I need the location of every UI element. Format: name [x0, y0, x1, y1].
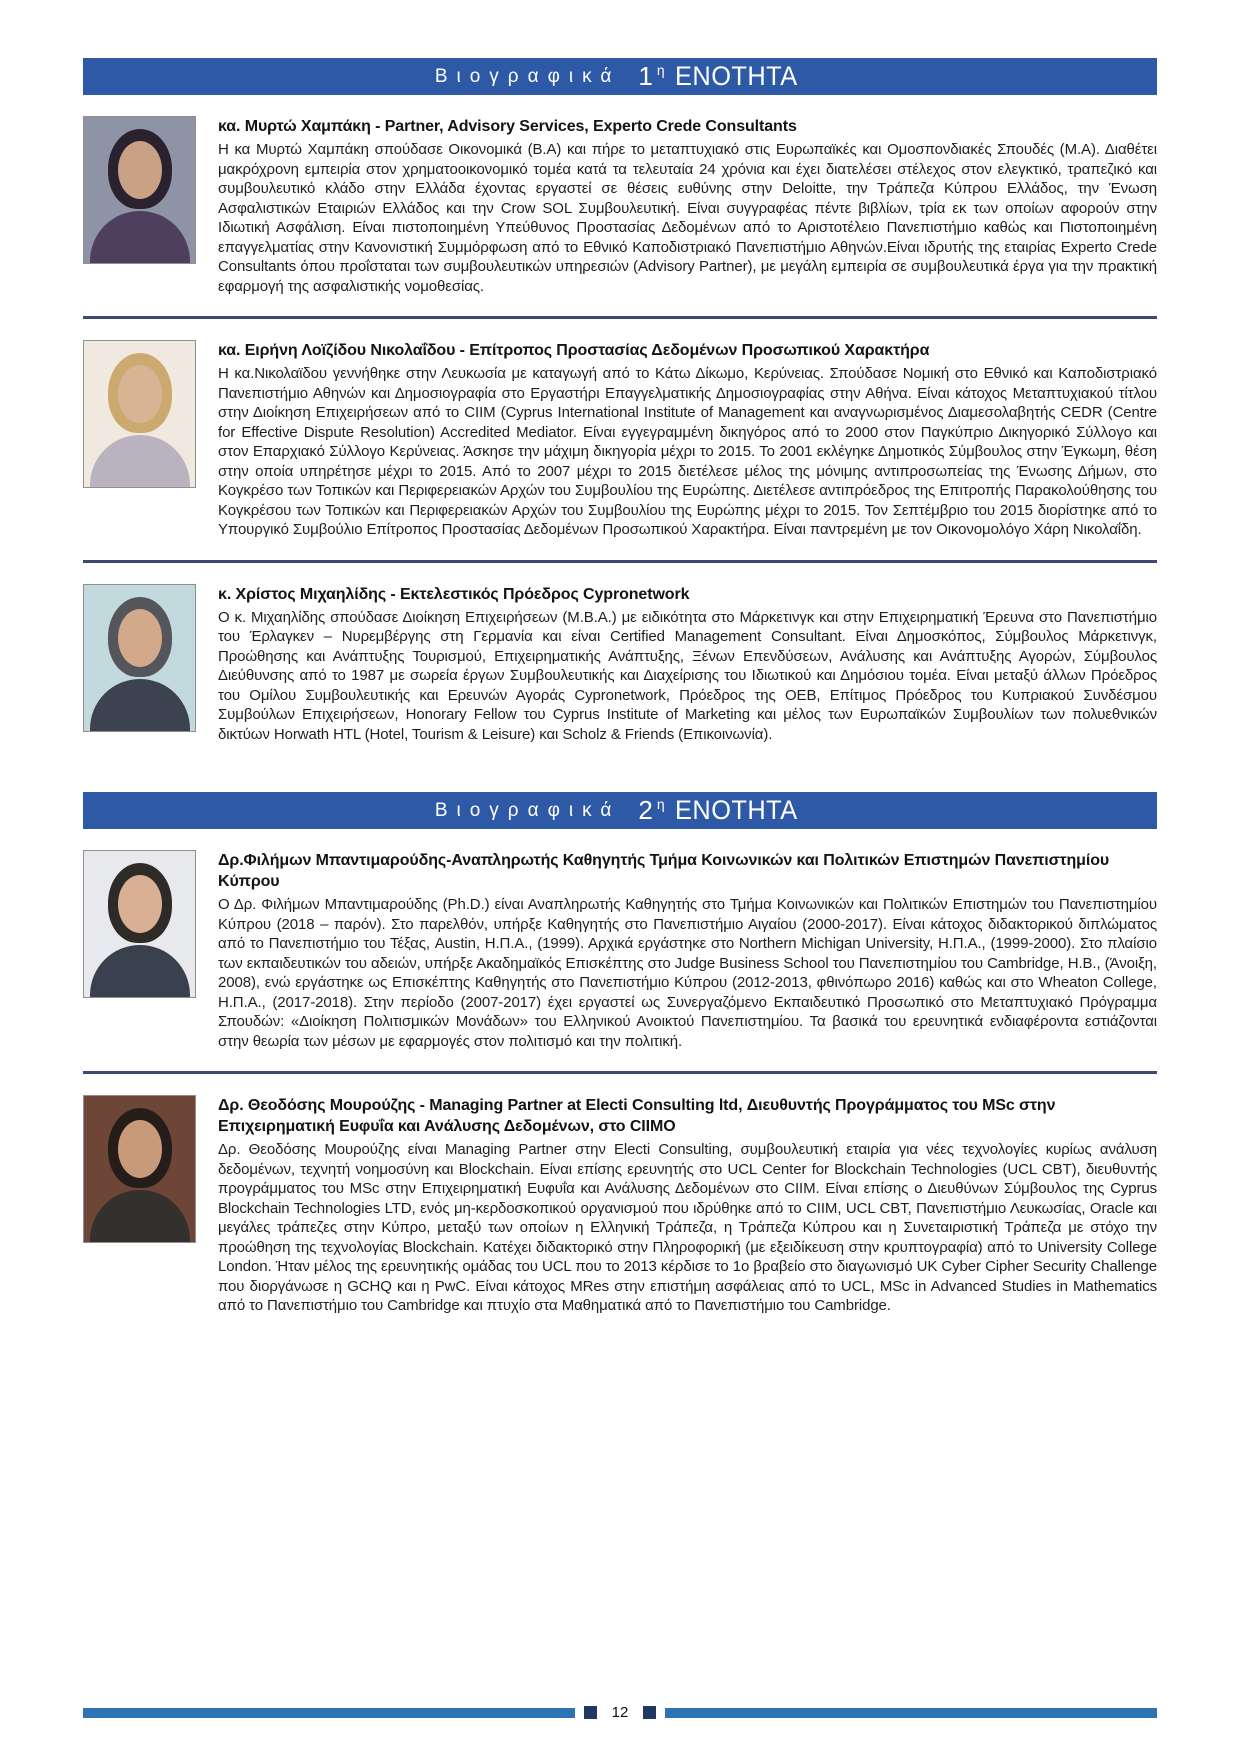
portrait-torso-shape — [90, 1190, 190, 1243]
bio-entry — [83, 584, 1157, 745]
section-divider — [83, 316, 1157, 319]
section-1-header — [83, 58, 1157, 95]
portrait-torso-shape — [90, 435, 190, 488]
portrait-photo — [83, 850, 196, 998]
bio-entry — [83, 850, 1157, 1051]
bio-name: κα. Ειρήνη Λοϊζίδου Νικολαΐδου - Επίτροπος Προστασίας Δεδομένων Προσωπικού Χαρακτήρα — [218, 342, 930, 359]
bio-entry — [83, 340, 1157, 540]
portrait-photo — [83, 1095, 196, 1243]
section-header-prefix: Βιογραφικά — [434, 799, 621, 821]
portrait-head-shape — [118, 875, 162, 933]
bio-text: Η κα.Νικολαϊδου γεννήθηκε στην Λευκωσία με καταγωγή από το Κάτω Δίκωμο, Κερύνειας. Σπούδασε Νομική στο Εθνικό και Καποδιστριακό Πανεπιστήμιο Αθηνών και Δημοσιογραφία στο Εργαστήρι Επαγγελματικής Δημοσιογραφίας στην Αθήνα. Είναι κάτοχος Μεταπτυχιακού τίτλου στην Διοίκηση Επιχειρήσεων από το CIIM (Cyprus International Institute of Management και αναγνωρισμένος Διαμεσολαβητής CEDR (Centre for Effective Dispute Resolution) Accredited Mediator. Είναι εγγεγραμμένη δικηγόρος από το 2000 στον Παγκύπριο Δικηγορικό Σύλλογο και στον Επαρχιακό Σύλλογο Κερύνειας. Άσκησε την μάχιμη δικηγορία μέχρι το 2015. Το 2001 εκλέγηκε Δημοτικός Σύμβουλος στην Έγκωμη, θέση στην οποία υπηρέτησε μέχρι το 2015. Από το 2007 μέχρι το 2015 διετέλεσε μέλος της μόνιμης αντιπροσωπείας της Ένωσης Δήμων, στο Κογκρέσο των Τοπικών και Περιφερειακών Αρχών του Συμβουλίου της Ευρώπης. Διετέλεσε αντιπρόεδρος της Επιτροπής Παρακολούθησης του Κογκρέσου των Τοπικών και Περιφερειακών Αρχών του Συμβουλίου της Ευρώπης μέχρι το 2015. Τον Σεπτέμβριο του 2015 διορίστηκε από το Υπουργικό Συμβούλιο Επίτροπος Προστασίας Δεδομένων Προσωπικού Χαρακτήρα. Είναι παντρεμένη με τον Οικονομολόγο Χάρη Νικολαΐδη. — [218, 365, 1157, 538]
portrait-photo — [83, 116, 196, 264]
section-header-label: ΕΝΟΤΗΤΑ — [674, 795, 798, 825]
bio-entry — [83, 1095, 1157, 1316]
section-ordinal-suffix: η — [656, 61, 665, 78]
bio-name: Δρ.Φιλήμων Μπαντιμαρούδης-Αναπληρωτής Καθηγητής Τμήμα Κοινωνικών και Πολιτικών Επιστημών Πανεπιστημίου Κύπρου — [218, 852, 1110, 890]
section-ordinal-suffix: η — [656, 795, 665, 812]
section-header-prefix: Βιογραφικά — [434, 65, 621, 87]
bio-name: κ. Χρίστος Μιχαηλίδης - Εκτελεστικός Πρόεδρος Cypronetwork — [218, 585, 690, 603]
portrait-head-shape — [118, 141, 162, 199]
footer-square-left — [584, 1706, 597, 1719]
section-number: 2 — [638, 795, 653, 825]
section-divider — [83, 1071, 1157, 1074]
bio-text: Ο Δρ. Φιλήμων Μπαντιμαρούδης (Ph.D.) είναι Αναπληρωτής Καθηγητής στο Τμήμα Κοινωνικών και Πολιτικών Επιστημών του Πανεπιστημίου Κύπρου (2018 – παρόν). Στο παρελθόν, υπήρξε Καθηγητής στο Πανεπιστήμιο Αιγαίου (2000-2017). Είναι κάτοχος διδακτορικού διπλώματος από το Πανεπιστήμιο του Τέξας, Austin, Η.Π.Α., (1999). Αρχικά εργάστηκε στο Northern Michigan University, Η.Π.Α., (1999-2000). Στο πλαίσιο των εκπαιδευτικών του αδειών, υπήρξε Ακαδημαϊκός Επισκέπτης στο Judge Business School του Πανεπιστημίου του Cambridge, Η.Β., (Άνοιξη, 2008), ενώ εργάστηκε ως Επισκέπτης Καθηγητής στο Πανεπιστήμιο Κύπρου (2012-2013, φθινόπωρο 2016) καθώς και στο Wheaton College, Η.Π.Α., (2017-2018). Στην περίοδο (2007-2017) έχει εργαστεί ως Συνεργαζόμενο Εκπαιδευτικό Προσωπικό στο Μεταπτυχιακό Πρόγραμμα Σπουδών: «Διοίκηση Πολιτισμικών Μονάδων» του Ελληνικού Ανοικτού Πανεπιστημίου. Τα βασικά του ερευνητικά ενδιαφέροντα εστιάζονται στην θεωρία των μέσων με εφαρμογές στον πολιτισμό και την πολιτική. — [218, 896, 1157, 1050]
portrait-torso-shape — [90, 945, 190, 998]
page-number: 12 — [611, 1704, 629, 1721]
section-number: 1 — [638, 61, 653, 91]
bio-entry — [83, 116, 1157, 296]
section-divider — [83, 560, 1157, 563]
portrait-torso-shape — [90, 679, 190, 732]
portrait-photo — [83, 340, 196, 488]
portrait-photo — [83, 584, 196, 732]
footer-square-right — [643, 1706, 656, 1719]
section-2-header — [83, 792, 1157, 829]
bio-name: κα. Μυρτώ Χαμπάκη - Partner, Advisory Services, Experto Crede Consultants — [218, 118, 797, 135]
portrait-head-shape — [118, 1120, 162, 1178]
portrait-head-shape — [118, 609, 162, 667]
footer-bar-left — [83, 1708, 575, 1718]
bio-text: Δρ. Θεοδόσης Μουρούζης είναι Managing Partner στην Electi Consulting, συμβουλευτική εταιρία για νέες τεχνολογίες κυρίως ανάλυση δεδομένων, τεχνητή νοημοσύνη και Blockchain. Είναι επίσης ερευνητής στο UCL Center for Blockchain Technologies (UCL CBT), διευθυντής προγράμματος του MSc στην Επιχειρηματική Ευφυΐα και Ανάλυσης Δεδομένων στο CIIM. Είναι επίσης ο Διευθύνων Σύμβουλος της Cyprus Blockchain Technologies LTD, ενός μη-κερδοσκοπικού οργανισμού που ιδρύθηκε από το CIIM, UCL CBT, Πανεπιστήμιο Λευκωσίας, Oracle και μεγάλες τράπεζες στην Κύπρο, μεταξύ των οποίων η Ελληνική Τράπεζα, η Τράπεζα Κύπρου και η Συνεταιριστική Τράπεζα με στόχο την προώθηση της τεχνολογίας Blockchain. Κατέχει διδακτορικό στην Πληροφορική (με εξειδίκευση στην κρυπτογραφία) από το University College London. Ήταν μέλος της ερευνητικής ομάδας του UCL που το 2013 κέρδισε το 1ο βραβείο στο διαγωνισμό UK Cyber Cipher Security Challenge που διοργάνωσε η GCHQ και η PwC. Είναι κάτοχος MRes στην επιστήμη ασφάλειας από το UCL, MSc in Advanced Studies in Mathematics από το Πανεπιστήμιο του Cambridge και πτυχίο στα Μαθηματικά από το Πανεπιστήμιο του Cambridge. — [218, 1141, 1157, 1314]
page-footer — [83, 1704, 1157, 1721]
bio-text: Ο κ. Μιχαηλίδης σπούδασε Διοίκηση Επιχειρήσεων (M.B.A.) με ειδικότητα στο Μάρκετινγκ και στην Επιχειρηματική Έρευνα στο Πανεπιστήμιο του Έρλαγκεν – Νυρεμβέργης στη Γερμανία και είναι Certified Management Consultant. Είναι Δημοσκόπος, Σύμβουλος Μάρκετινγκ, Προώθησης και Ανάπτυξης Τουρισμού, Επιχειρηματικής Ανάπτυξης, Ξένων Επενδύσεων, Ανάλυσης και Ανάπτυξης Αγορών, Σύμβουλος Διεύθυνσης από το 1987 με σωρεία έργων Συμβουλευτικής και Διαχείρισης του Ιδιωτικού και Δημόσιου τομέα. Είναι μεταξύ άλλων Πρόεδρος του Ομίλου Συμβουλευτικής και Ερευνών Αγοράς Cypronetwork, Πρόεδρος της ΟΕΒ, Επίτιμος Πρόεδρος του Κυπριακού Συνδέσμου Συμβούλων Επιχειρήσεων, Honorary Fellow του Cyprus Institute of Marketing και μέλος των Ευρωπαϊκών Συμβουλίων των πολυεθνικών δικτύων Horwath HTL (Hotel, Tourism & Leisure) και Scholz & Friends (Επικοινωνία). — [218, 608, 1157, 743]
portrait-torso-shape — [90, 211, 190, 264]
section-header-label: ΕΝΟΤΗΤΑ — [674, 61, 798, 91]
portrait-head-shape — [118, 365, 162, 423]
bio-text: Η κα Μυρτώ Χαμπάκη σπούδασε Οικονομικά (B.A) και πήρε το μεταπτυχιακό στις Ευρωπαϊκές και Ομοσπονδιακές Σπουδές (M.A). Διαθέτει μακρόχρονη εμπειρία στον χρηματοοικονομικό τομέα κατά τα τελευταία 24 χρόνια και έχει διατελέσει στέλεχος στον ελεγκτικό, τραπεζικό και συμβουλευτικό κλάδο στην Ελλάδα έχοντας εργαστεί σε θέσεις ευθύνης στην Deloitte, την Τράπεζα Κύπρου Ελλάδος, την Ένωση Ασφαλιστικών Εταιριών Ελλάδος και την Crow SOL Συμβουλευτική. Είναι συγγραφέας πέντε βιβλίων, τρία εκ των οποίων αφορούν στην Ιδιωτική Ασφάλιση. Είναι πιστοποιημένη Υπεύθυνος Προστασίας Δεδομένων από το Αριστοτέλειο Πανεπιστήμιο καθώς και Πιστοποιημένη επαγγελματίας στην Κανονιστική Συμμόρφωση από το Εθνικό Καποδιστριακό Πανεπιστήμιο Αθηνών.Είναι ιδρυτής της εταιρίας Experto Crede Consultants όπου προΐσταται των συμβουλευτικών υπηρεσιών (Advisory Partner), με μεγάλη εμπειρία σε συμβουλευτικά έργα για την πρακτική εφαρμογή της ασφαλιστικής νομοθεσίας. — [218, 141, 1157, 295]
footer-bar-right — [665, 1708, 1157, 1718]
bio-name: Δρ. Θεοδόσης Μουρούζης - Managing Partner at Electi Consulting ltd, Διευθυντής Προγράμματος του MSc στην Επιχειρηματική Ευφυΐα και Ανάλυσης Δεδομένων, στο CIIMO — [218, 1097, 1056, 1135]
